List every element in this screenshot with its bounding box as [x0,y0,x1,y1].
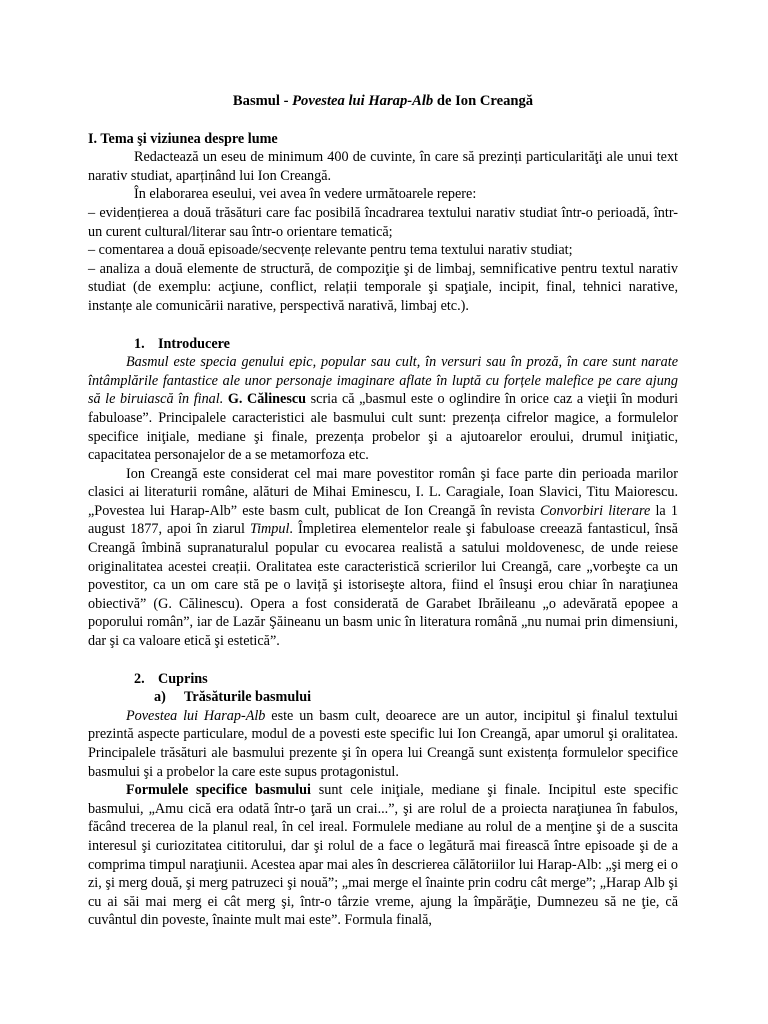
work-title-italic: Povestea lui Harap-Alb [126,707,266,724]
repere-intro: În elaborarea eseului, vei avea în vedere următoarele repere: [134,186,477,203]
journal-name: Convorbiri literare [539,502,651,519]
title-text: Basmul - [232,93,293,109]
cuprins-paragraph-1 [88,707,678,781]
subsection-title: Trăsăturile basmului [184,689,312,706]
subsection-label: a) [154,689,166,706]
title-italic-work: Povestea lui Harap-Alb [292,93,434,109]
section-number: 1. [134,335,145,352]
section-heading-tema: I. Tema şi viziunea despre lume [88,130,278,147]
intro-paragraph-2 [88,465,678,651]
paragraph-text: Ion Creangă este considerat cel mai mare povestitor român şi face parte din perioada marilor clasici ai literaturii române, alături de Mihai Eminescu, I. L. Caragiale, Ioan Slavici, Titu Maiorescu. „Povestea lui Harap-Alb” este basm cult, publicat de Ion Creangă în revista [88,465,678,519]
repere-item: – analiza a două elemente de structură, de compoziţie şi de limbaj, semnificative pentru textul narativ studiat (de exemplu: acţiune, conflict, relații temporale şi spaţiale, incipit, final, tehnici narative, instanțe ale comunicării narative, perspectivă narativă, limbaj etc.). [88,260,678,314]
paragraph-text: sunt cele iniţiale, mediane şi finale. Incipitul este specific basmului, „Amu cică era odată într-o ţară un crai...”, şi are rolul de a proiecta naraţiunea în fabulos, făcând trecerea de la planul real, în cel ireal. Formulele mediane au rolul de a menţine şi de a suscita interesul şi curiozitatea cititorului, dar şi rolul de a face o legătură mai firească între episoade şi de a comprima timpul naraţiunii. Acestea apar mai ales în descrierea călătoriilor lui Harap-Alb: „şi merg ei o zi, şi merg două, şi merg patruzeci şi nouă”; „mai merge el înainte prin codru cât merge”; „Harap Alb şi cu ai săi mai merg ei cât merg şi, într-o târzie vreme, ajung la împărăţie, Dumnezeu să ne ţie, că cuvântul din poveste, înainte mult mai este”. Formula finală, [88,782,678,929]
definition-italic: Basmul este specia genului epic, popular sau cult, în versuri sau în proză, în care sunt narate întâmplările fantastice ale unor personaje imaginare aflate în luptă cu forțele malefice pe care ajung să le biruiască în final. [88,354,678,408]
title-author: de Ion Creangă [433,93,534,109]
bold-term: Formulele specifice basmului [126,782,311,799]
intro-paragraph-1 [88,353,678,465]
repere-item: – comentarea a două episoade/secvențe relevante pentru tema textului narativ studiat; [88,242,573,259]
repere-item: – evidențierea a două trăsături care fac posibilă încadrarea textului narativ studiat într-o perioadă, într-un curent cultural/literar sau într-o orientare tematică; [88,204,678,240]
paragraph-text: . Împletirea elementelor reale şi fabuloase creează fantasticul, însă Creangă îmbină supranaturalul popular cu evocarea realistă a satului moldovenesc, de unde reiese originalitatea acestei creații. Oralitatea este caracteristică scrierilor lui Creangă, care „vorbeşte ca un povestitor, ca un om care stă pe o laviță şi istoriseşte altora, fiind el însuşi erou chiar în naraţiunea obiectivă” (G. Călinescu). Opera a fost considerată de Garabet Ibrăileanu „o adevărată epopee a poporului român”, iar de Lazăr Şăineanu un basm unic în literatura română „nu numai prin dimensiuni, dar şi ca valoare etică şi estetică”. [88,521,678,650]
cuprins-paragraph-2 [88,781,678,930]
section-heading-introducere [88,335,678,354]
critic-name: G. Călinescu [227,391,307,408]
section-number: 2. [134,670,145,687]
subsection-heading [88,688,678,707]
paragraph-text: la 1 august 1877, apoi în ziarul [88,502,678,538]
newspaper-name: Timpul [249,521,290,538]
paragraph-text: scria că „basmul este o oglindire în orice caz a vieţii în moduri fabuloase”. Principalele caracteristici ale basmului cult sunt: prezența cifrelor magice, a formulelor specifice iniţiale, mediane şi finale, prezența probelor şi a ajutoarelor eroului, drumul iniţiatic, capacitatea personajelor de a se metamorfoza etc. [88,391,679,464]
section-title: Cuprins [158,670,208,687]
section-heading-cuprins [88,670,678,689]
section-title: Introducere [158,335,230,352]
document-title [88,92,678,111]
paragraph-text: este un basm cult, deoarece are un autor, incipitul şi finalul textului prezintă aspecte particulare, modul de a povesti este specific lui Ion Creangă, apar umorul şi oralitatea. Principalele trăsături ale basmului prezente şi în opera lui Creangă sunt existența formulelor specifice basmului şi a probelor la care este supus protagonistul. [88,707,678,780]
task-paragraph: Redactează un eseu de minimum 400 de cuvinte, în care să prezinți particularităţi ale unui text narativ studiat, aparținând lui Ion Creangă. [88,149,678,184]
